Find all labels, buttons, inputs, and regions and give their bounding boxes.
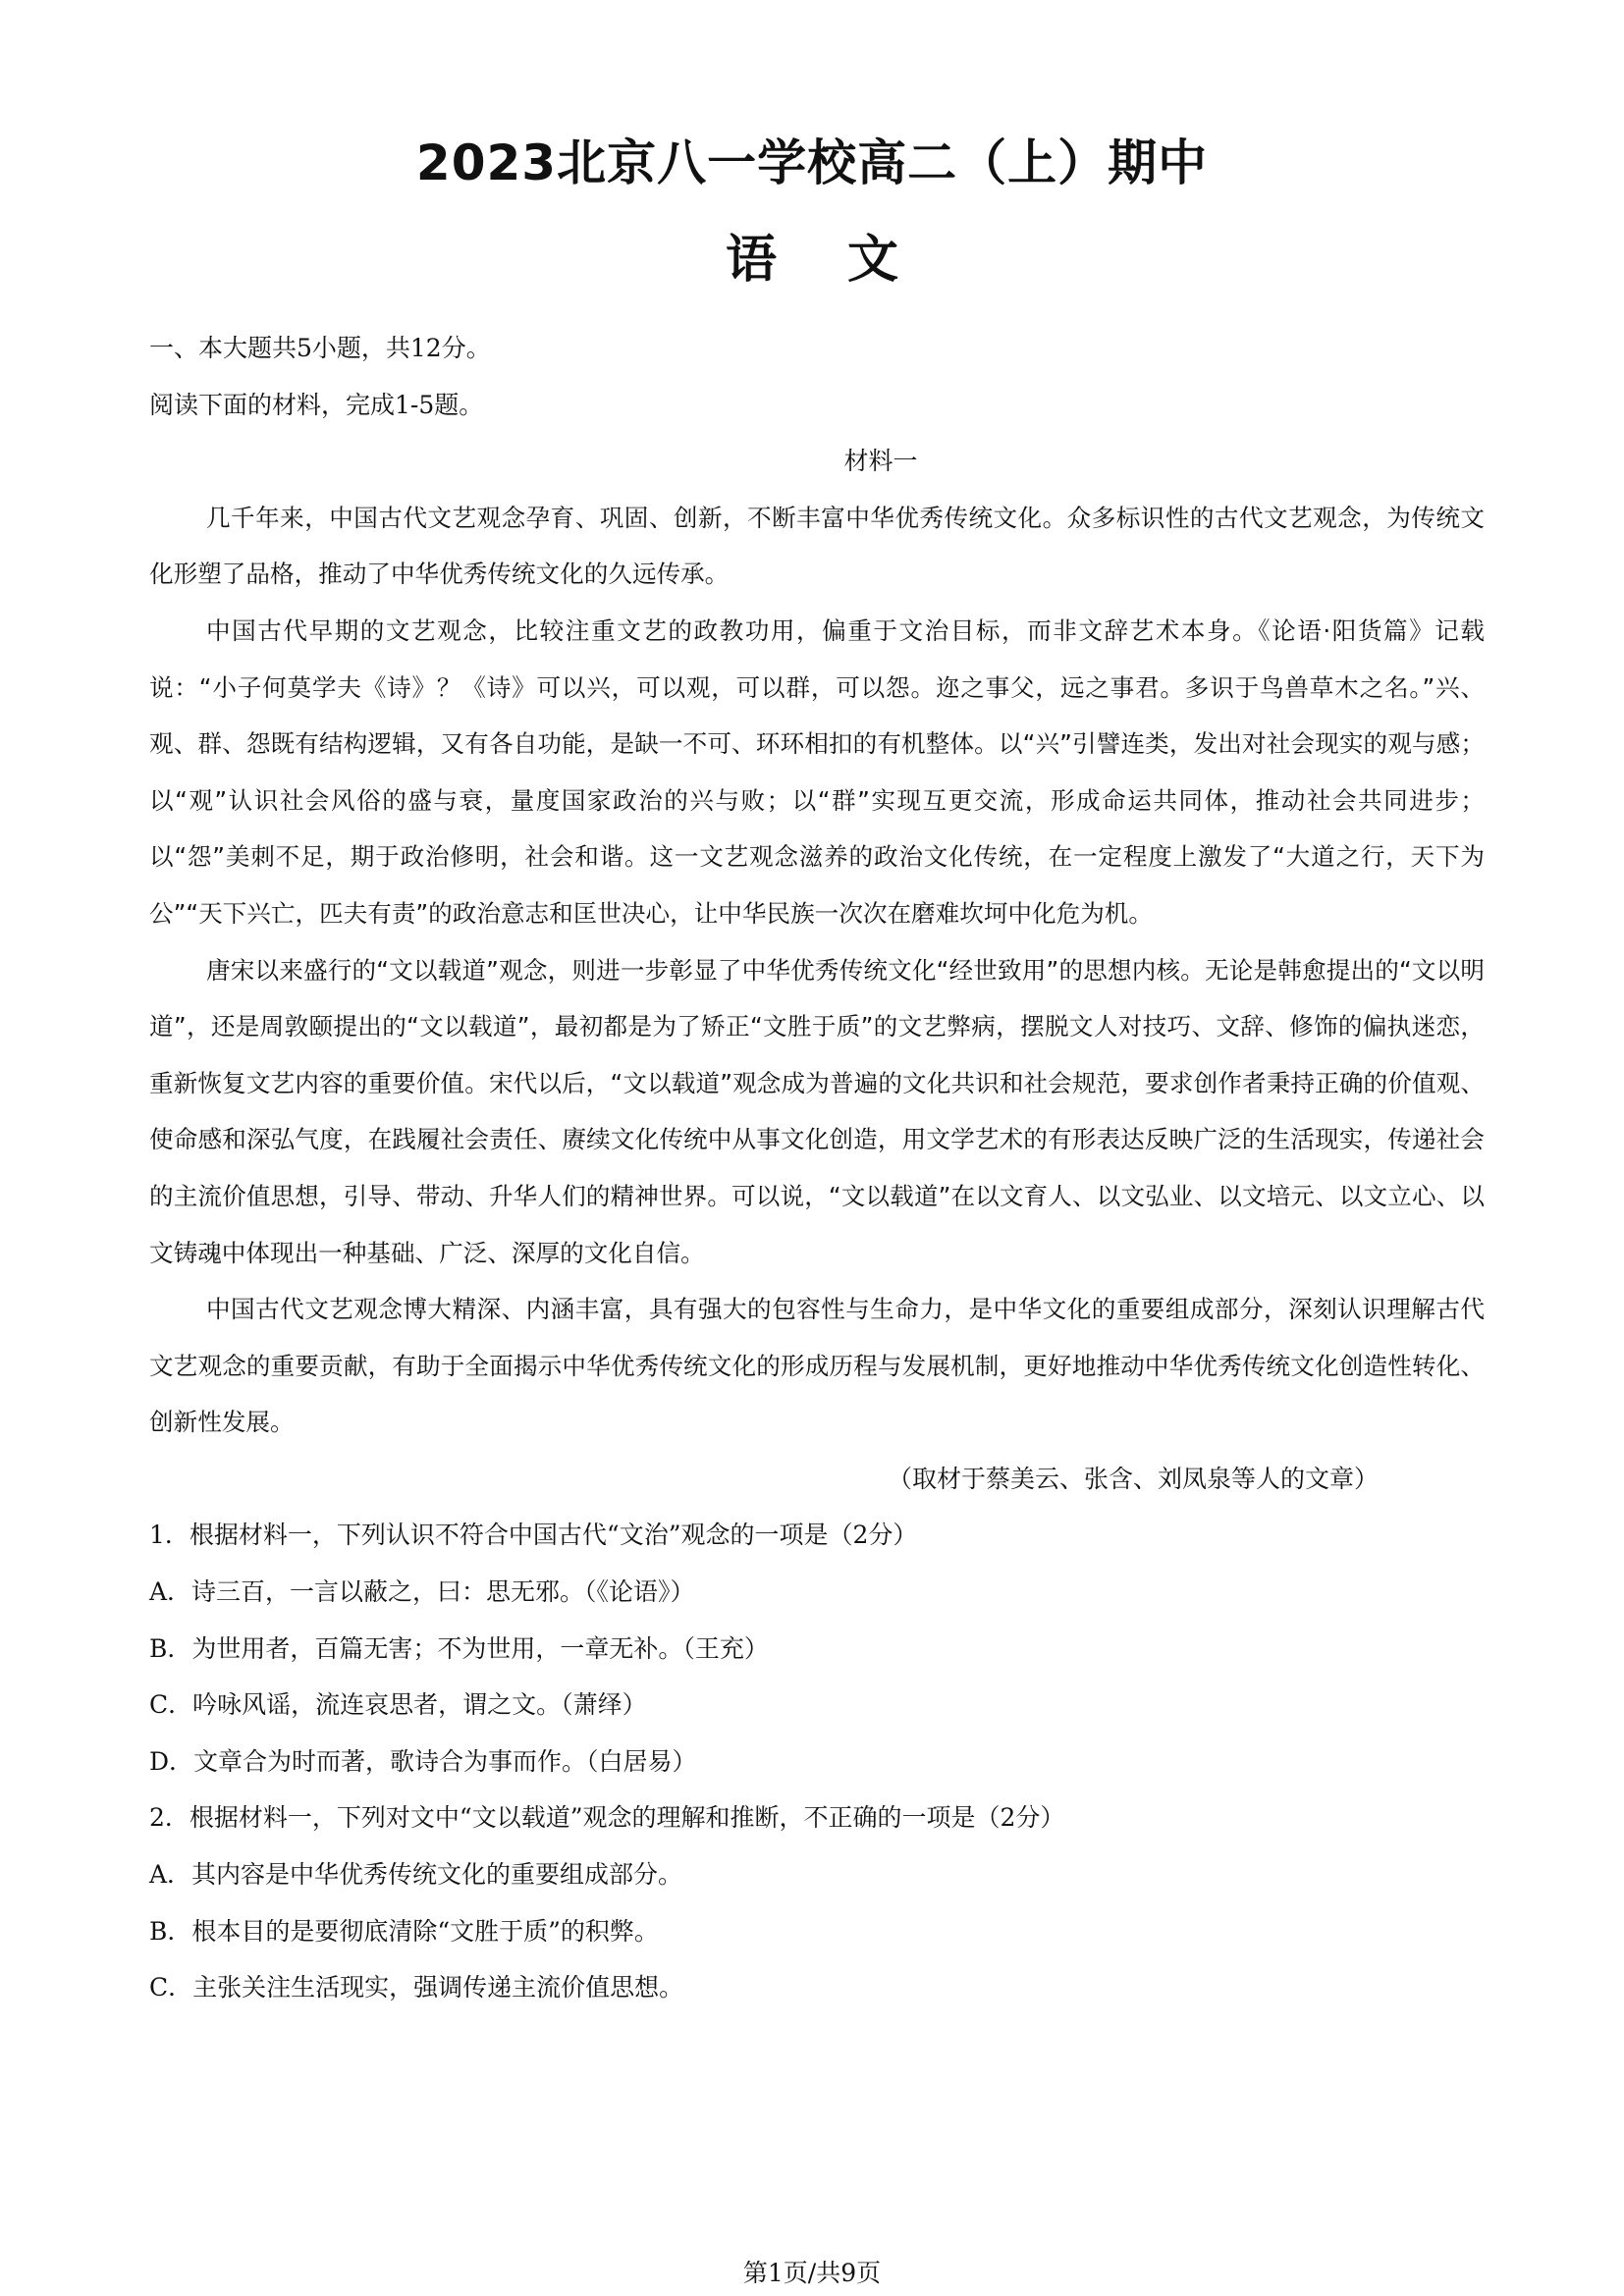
question-option: C．主张关注生活现实，强调传递主流价值思想。 (149, 1973, 684, 2002)
question-option: C．吟咏风谣，流连哀思者，谓之文。（萧绎） (149, 1690, 647, 1720)
passage-paragraph: 几千年来，中国古代文艺观念孕育、巩固、创新，不断丰富中华优秀传统文化。众多标识性的古代文艺观念，为传统文化形塑了品格，推动了中华优秀传统文化的久远传承。 (149, 503, 1485, 589)
question-option: A．诗三百，一言以蔽之，曰：思无邪。（《论语》） (149, 1577, 695, 1607)
question-stem: 1．根据材料一，下列认识不符合中国古代“文治”观念的一项是（2分） (149, 1521, 918, 1550)
subject-title: 语文 (725, 231, 969, 290)
page-indicator: 第1页/共9页 (742, 2259, 882, 2287)
section-instruction: 阅读下面的材料，完成1-5题。 (149, 390, 484, 419)
question-option: A．其内容是中华优秀传统文化的重要组成部分。 (149, 1860, 683, 1890)
question-stem: 2．根据材料一，下列对文中“文以载道”观念的理解和推断，不正确的一项是（2分） (149, 1803, 1065, 1833)
exam-content (149, 320, 1485, 2016)
question-option: B．根本目的是要彻底清除“文胜于质”的积弊。 (149, 1916, 659, 1946)
passage-paragraph: 中国古代早期的文艺观念，比较注重文艺的政教功用，偏重于文治目标，而非文辞艺术本身。《论语·阳货篇》记载说：“小子何莫学夫《诗》？《诗》可以兴，可以观，可以群，可以怨。迩之事父，远之事君。多识于鸟兽草木之名。”兴、观、群、怨既有结构逻辑，又有各自功能，是缺一不可、环环相扣的有机整体。以“兴”引譬连类，发出对社会现实的观与感；以“观”认识社会风俗的盛与衰，量度国家政治的兴与败；以“群”实现互更交流，形成命运共同体，推动社会共同进步；以“怨”美刺不足，期于政治修明，社会和谐。这一文艺观念滋养的政治文化传统，在一定程度上激发了“大道之行，天下为公”“天下兴亡，匹夫有责”的政治意志和匡世决心，让中华民族一次次在磨难坎坷中化危为机。 (149, 615, 1485, 928)
material-title: 材料一 (843, 447, 918, 476)
exam-title: 2023北京八一学校高二（上）期中 (415, 134, 1209, 191)
question-option: B．为世用者，百篇无害；不为世用，一章无补。（王充） (149, 1633, 769, 1663)
passage-paragraph: 唐宋以来盛行的“文以载道”观念，则进一步彰显了中华优秀传统文化“经世致用”的思想内核。无论是韩愈提出的“文以明道”，还是周敦颐提出的“文以载道”，最初都是为了矫正“文胜于质”的文艺弊病，摆脱文人对技巧、文辞、修饰的偏执迷恋，重新恢复文艺内容的重要价值。宋代以后，“文以载道”观念成为普遍的文化共识和社会规范，要求创作者秉持正确的价值观、使命感和深弘气度，在践履社会责任、赓续文化传统中从事文化创造，用文学艺术的有形表达反映广泛的生活现实，传递社会的主流价值思想，引导、带动、升华人们的精神世界。可以说，“文以载道”在以文育人、以文弘业、以文培元、以文立心、以文铸魂中体现出一种基础、广泛、深厚的文化自信。 (149, 955, 1485, 1267)
question-option: D．文章合为时而著，歌诗合为事而作。（白居易） (149, 1746, 697, 1776)
passage-paragraph: 中国古代文艺观念博大精深、内涵丰富，具有强大的包容性与生命力，是中华文化的重要组成部分，深刻认识理解古代文艺观念的重要贡献，有助于全面揭示中华优秀传统文化的形成历程与发展机制，更好地推动中华优秀传统文化创造性转化、创新性发展。 (149, 1295, 1485, 1437)
passage-source: （取材于蔡美云、张含、刘凤泉等人的文章） (887, 1464, 1379, 1493)
section-heading: 一、本大题共5小题，共12分。 (149, 334, 491, 362)
